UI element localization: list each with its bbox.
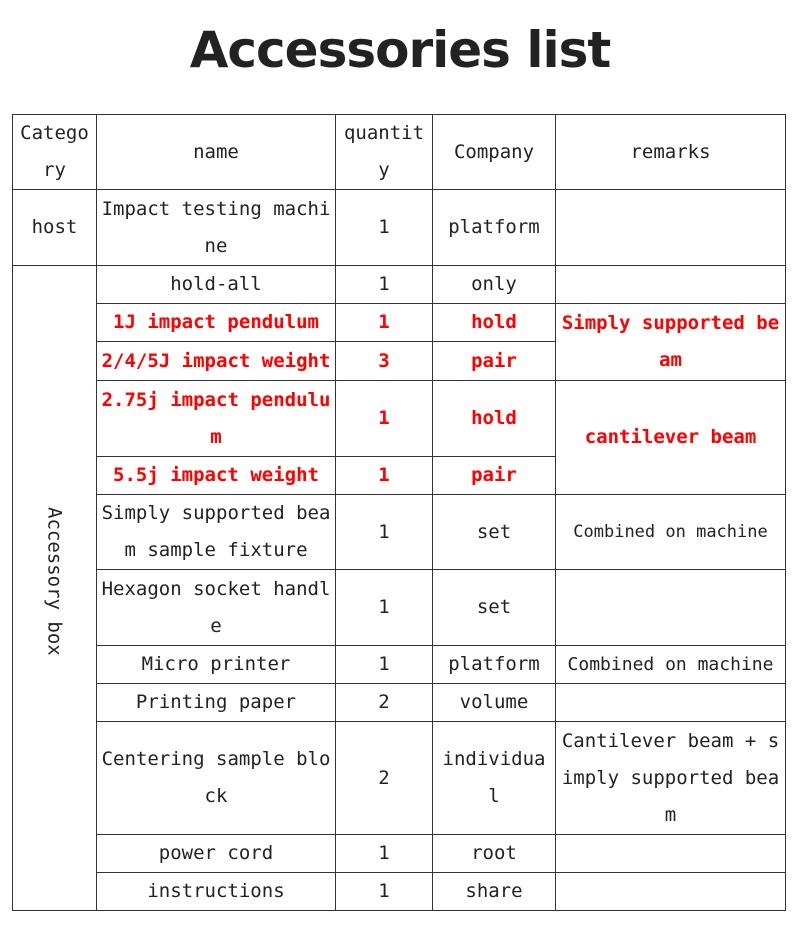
- cell-remarks: [556, 873, 786, 911]
- cell-name: Impact testing machine: [97, 190, 336, 266]
- table-row: [13, 304, 786, 342]
- cell-quantity: 1: [336, 190, 433, 266]
- cell-name: Hexagon socket handle: [97, 570, 336, 646]
- cell-company: individual: [433, 722, 556, 835]
- cell-remarks: [556, 190, 786, 266]
- cell-company: hold: [433, 381, 556, 457]
- table-row: [13, 190, 786, 266]
- cell-remarks: Combined on machine: [556, 646, 786, 684]
- accessories-table: [12, 114, 786, 911]
- cell-company: pair: [433, 457, 556, 495]
- cell-quantity: 1: [336, 381, 433, 457]
- cell-company: set: [433, 570, 556, 646]
- cell-name: Centering sample block: [97, 722, 336, 835]
- cell-name: power cord: [97, 835, 336, 873]
- page-title: Accessories list: [189, 21, 611, 79]
- accessory-box-label: Accessory box: [43, 507, 66, 656]
- cell-remarks: [556, 684, 786, 722]
- cell-quantity: 1: [336, 457, 433, 495]
- cell-remarks: [556, 835, 786, 873]
- remarks-cantilever: cantilever beam: [556, 381, 786, 495]
- cell-quantity: 2: [336, 722, 433, 835]
- cell-company: set: [433, 495, 556, 570]
- cell-company: share: [433, 873, 556, 911]
- table-row: [13, 684, 786, 722]
- header-remarks: remarks: [556, 115, 786, 190]
- cell-quantity: 3: [336, 342, 433, 381]
- table-row: [13, 266, 786, 304]
- cell-quantity: 1: [336, 304, 433, 342]
- cell-name: Micro printer: [97, 646, 336, 684]
- cell-name: 1J impact pendulum: [97, 304, 336, 342]
- table-row: [13, 722, 786, 835]
- cell-company: pair: [433, 342, 556, 381]
- cell-remarks: [556, 570, 786, 646]
- header-company: Company: [433, 115, 556, 190]
- cell-quantity: 1: [336, 873, 433, 911]
- cell-company: platform: [433, 646, 556, 684]
- cell-remarks: [556, 266, 786, 304]
- cell-company: root: [433, 835, 556, 873]
- cell-quantity: 2: [336, 684, 433, 722]
- category-host: host: [13, 190, 97, 266]
- table-row: [13, 873, 786, 911]
- cell-name: 2/4/5J impact weight: [97, 342, 336, 381]
- table-row: [13, 646, 786, 684]
- cell-quantity: 1: [336, 570, 433, 646]
- category-accessory-box: [13, 266, 97, 911]
- cell-company: hold: [433, 304, 556, 342]
- cell-quantity: 1: [336, 495, 433, 570]
- cell-quantity: 1: [336, 646, 433, 684]
- cell-name: 5.5j impact weight: [97, 457, 336, 495]
- cell-remarks: Cantilever beam + simply supported beam: [556, 722, 786, 835]
- header-category: Category: [13, 115, 97, 190]
- cell-name: hold-all: [97, 266, 336, 304]
- cell-name: 2.75j impact pendulum: [97, 381, 336, 457]
- table-row: [13, 495, 786, 570]
- header-name: name: [97, 115, 336, 190]
- cell-company: only: [433, 266, 556, 304]
- cell-remarks: Combined on machine: [556, 495, 786, 570]
- cell-quantity: 1: [336, 835, 433, 873]
- table-header-row: [13, 115, 786, 190]
- cell-name: instructions: [97, 873, 336, 911]
- table-row: [13, 381, 786, 457]
- cell-name: Printing paper: [97, 684, 336, 722]
- table-row: [13, 835, 786, 873]
- remarks-simply-supported: Simply supported beam: [556, 304, 786, 381]
- header-quantity: quantity: [336, 115, 433, 190]
- cell-quantity: 1: [336, 266, 433, 304]
- cell-name: Simply supported beam sample fixture: [97, 495, 336, 570]
- table-row: [13, 570, 786, 646]
- cell-company: volume: [433, 684, 556, 722]
- cell-company: platform: [433, 190, 556, 266]
